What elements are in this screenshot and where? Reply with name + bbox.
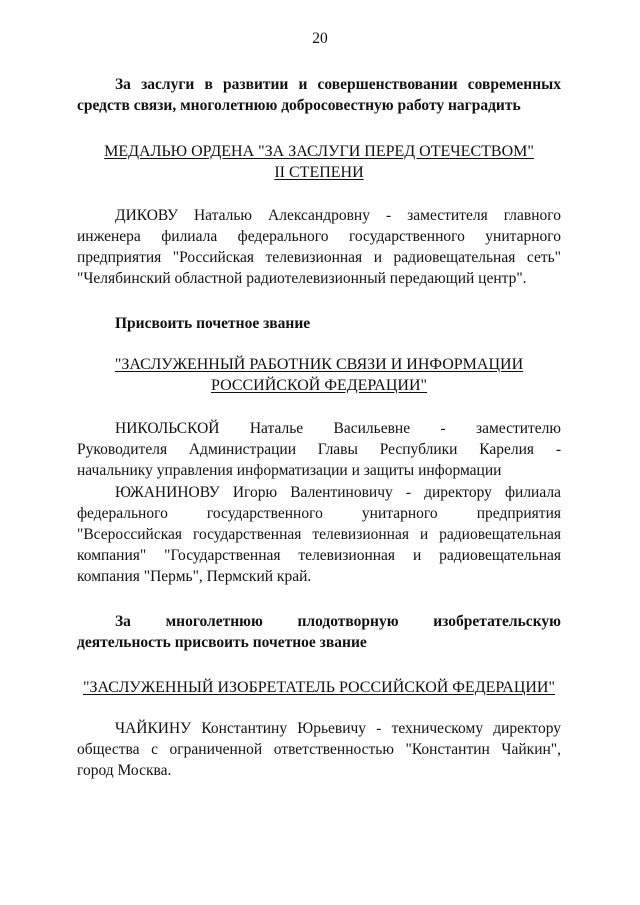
section1-award-line1: МЕДАЛЬЮ ОРДЕНА "ЗА ЗАСЛУГИ ПЕРЕД ОТЕЧЕСТВОМ": [104, 143, 534, 160]
section2-award-line2: РОССИЙСКОЙ ФЕДЕРАЦИИ": [210, 377, 428, 394]
section3-person-line1: ЧАЙКИНУ Константину Юрьевичу - техническому директору: [115, 720, 561, 737]
section3-intro: [77, 611, 561, 653]
section1-intro: [77, 74, 561, 116]
section2-person2-line1: ЮЖАНИНОВУ Игорю Валентиновичу - директору филиала: [115, 484, 561, 501]
section3-person-line2: общества с ограниченной ответственностью "Константин Чайкин",: [77, 741, 561, 758]
section1-intro-line2: средств связи, многолетнюю добросовестную работу наградить: [77, 97, 521, 114]
section2-person1-line1: НИКОЛЬСКОЙ Наталье Васильевне - заместителю: [115, 420, 561, 437]
section2-person1-line3: начальнику управления информатизации и защиты информации: [77, 462, 502, 479]
section2-intro: Присвоить почетное звание: [115, 315, 311, 332]
section1-person-line3: предприятия "Российская телевизионная и радиовещательная сеть": [77, 249, 561, 266]
section2-award-title: [77, 354, 561, 396]
section1-person: [77, 205, 561, 289]
section1-award-line2: II СТЕПЕНИ: [274, 164, 364, 181]
section3-award-line1: "ЗАСЛУЖЕННЫЙ ИЗОБРЕТАТЕЛЬ РОССИЙСКОЙ ФЕДЕРАЦИИ": [82, 679, 556, 696]
section3-intro-line2: деятельность присвоить почетное звание: [77, 634, 367, 651]
section2-person2-line2: федерального государственного унитарного предприятия: [77, 505, 561, 522]
section2-award-line1: "ЗАСЛУЖЕННЫЙ РАБОТНИК СВЯЗИ И ИНФОРМАЦИИ: [114, 356, 524, 373]
section3-intro-line1: За многолетнюю плодотворную изобретательскую: [115, 613, 561, 630]
section2-person2-line5: компания "Пермь", Пермский край.: [77, 568, 312, 585]
section1-intro-line1: За заслуги в развитии и совершенствовании современных: [115, 76, 561, 93]
section1-award-title: [77, 141, 561, 183]
section2-person1: [77, 418, 561, 481]
section3-person-line3: город Москва.: [77, 762, 172, 779]
section1-person-line2: инженера филиала федерального государственного унитарного: [77, 228, 561, 245]
section2-person2-line4: компания" "Государственная телевизионная и радиовещательная: [77, 547, 561, 564]
section1-person-line4: "Челябинский областной радиотелевизионный передающий центр".: [77, 270, 527, 287]
section3-award-title: [77, 677, 561, 698]
section3-person: [77, 718, 561, 781]
section2-person2-line3: "Всероссийская государственная телевизионная и радиовещательная: [77, 526, 561, 543]
page-number: 20: [312, 30, 328, 47]
section2-person1-line2: Руководителя Администрации Главы Республики Карелия -: [77, 441, 561, 458]
section1-person-line1: ДИКОВУ Наталью Александровну - заместителя главного: [115, 207, 561, 224]
section2-person2: [77, 482, 561, 587]
